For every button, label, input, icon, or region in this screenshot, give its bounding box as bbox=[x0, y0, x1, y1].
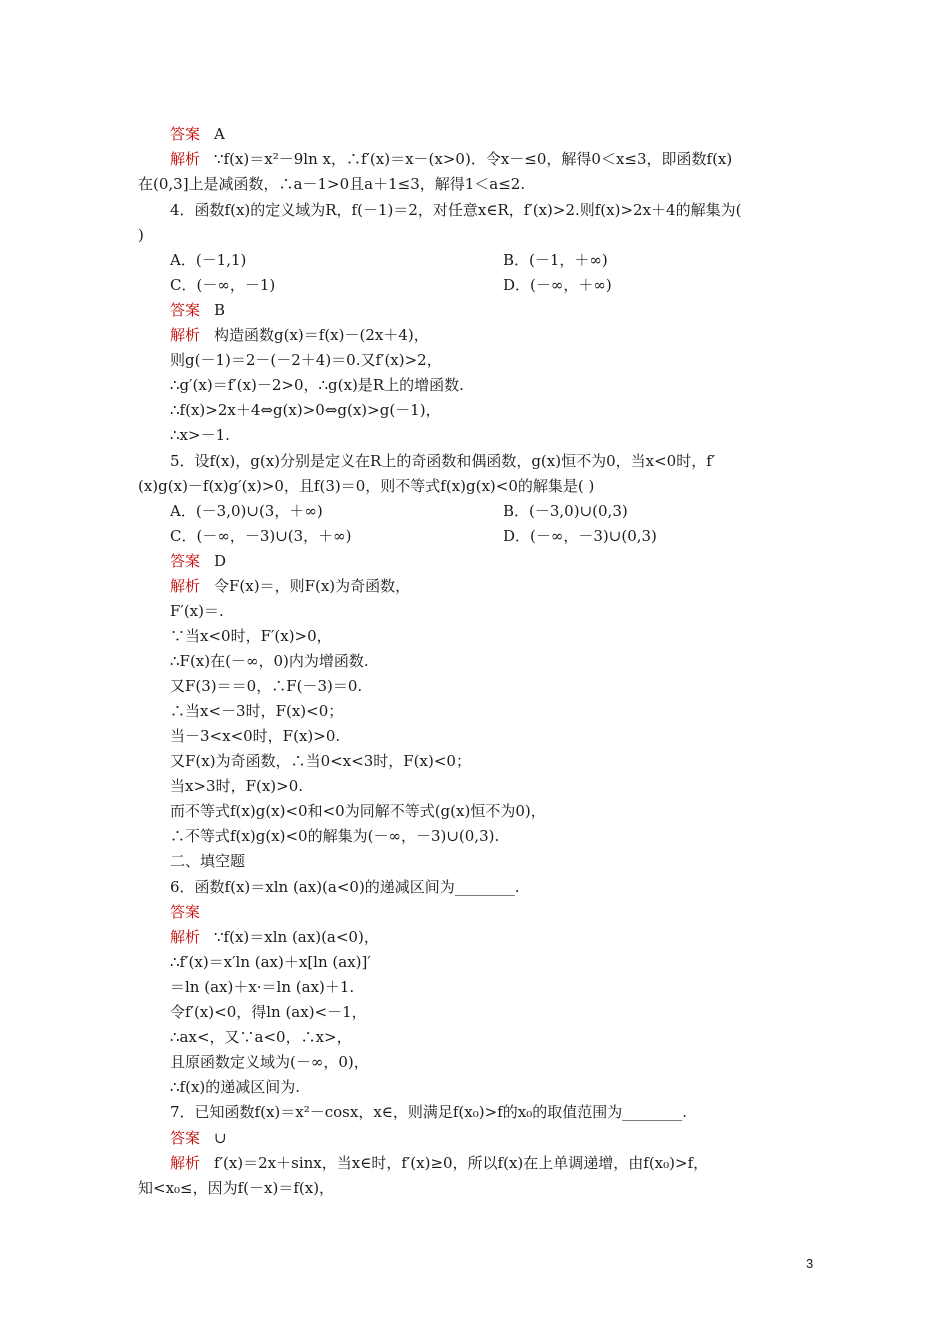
text-line bbox=[170, 325, 429, 345]
line-text: 4．函数f(x)的定义域为R，f(－1)＝2，对任意x∈R，f′(x)>2.则f(x)>2x＋4的解集为( bbox=[170, 201, 742, 219]
line-text: ∪ bbox=[214, 1129, 227, 1147]
text-line bbox=[170, 977, 354, 997]
text-line bbox=[170, 701, 343, 721]
line-text: ∴F(x)在(－∞，0)内为增函数. bbox=[170, 652, 369, 670]
line-text: ∵f(x)＝x²－9ln x，∴f′(x)＝x－(x>0)．令x－≤0，解得0＜x≤3，即函数f(x) bbox=[214, 150, 733, 168]
line-text: ∴f(x)的递减区间为. bbox=[170, 1078, 301, 1096]
line-text: 令F(x)＝，则F(x)为奇函数， bbox=[214, 577, 411, 595]
text-line bbox=[170, 751, 471, 771]
line-text: 6．函数f(x)＝xln (ax)(a<0)的递减区间为________. bbox=[170, 878, 520, 896]
line-text: ∴f(x)>2x＋4⇔g(x)>0⇔g(x)>g(－1)， bbox=[170, 401, 441, 419]
text-line bbox=[170, 576, 410, 596]
text-line bbox=[170, 826, 499, 846]
line-text: 又F(x)为奇函数，∴当0<x<3时，F(x)<0； bbox=[170, 752, 471, 770]
text-line bbox=[170, 400, 441, 420]
line-text: ) bbox=[138, 226, 144, 244]
label-tag: 解析 bbox=[170, 326, 201, 344]
line-text: ∴x>－1. bbox=[170, 426, 230, 444]
text-line bbox=[170, 275, 275, 295]
text-line bbox=[138, 476, 594, 496]
label-tag: 答案 bbox=[170, 125, 201, 143]
text-line bbox=[170, 927, 379, 947]
text-line bbox=[170, 801, 546, 821]
line-text: ∴f′(x)＝x′ln (ax)＋x[ln (ax)]′ bbox=[170, 953, 371, 971]
text-line bbox=[170, 601, 224, 621]
text-line bbox=[170, 451, 715, 471]
line-text: ∵f(x)＝xln (ax)(a<0)， bbox=[214, 928, 379, 946]
text-line bbox=[170, 626, 332, 646]
line-text: F′(x)＝. bbox=[170, 602, 224, 620]
text-line bbox=[170, 1128, 227, 1148]
text-line bbox=[170, 1002, 367, 1022]
line-text: 而不等式f(x)g(x)<0和<0为同解不等式(g(x)恒不为0)， bbox=[170, 802, 546, 820]
line-text: A．(－3,0)∪(3，＋∞) bbox=[170, 502, 323, 520]
text-line bbox=[170, 526, 352, 546]
line-text: 7．已知函数f(x)＝x²－cosx，x∈，则满足f(x₀)>f的x₀的取值范围为________. bbox=[170, 1103, 687, 1121]
line-text: 二、填空题 bbox=[170, 852, 246, 870]
text-line bbox=[170, 425, 230, 445]
text-line bbox=[170, 952, 371, 972]
text-line bbox=[170, 1052, 369, 1072]
line-text: D bbox=[214, 552, 227, 570]
line-text: B bbox=[214, 301, 226, 319]
line-text: 5．设f(x)，g(x)分别是定义在R上的奇函数和偶函数，g(x)恒不为0，当x<0时，f′ bbox=[170, 452, 716, 470]
text-line bbox=[170, 902, 214, 922]
text-line bbox=[170, 350, 442, 370]
text-line bbox=[170, 1102, 687, 1122]
text-line bbox=[170, 776, 303, 796]
line-text: C．(－∞，－3)∪(3，＋∞) bbox=[170, 527, 352, 545]
text-line bbox=[170, 1153, 708, 1173]
line-text: 则g(－1)＝2－(－2＋4)＝0.又f′(x)>2， bbox=[170, 351, 442, 369]
label-tag: 解析 bbox=[170, 150, 201, 168]
text-line bbox=[170, 651, 369, 671]
text-line bbox=[170, 250, 246, 270]
text-line bbox=[138, 1178, 334, 1198]
line-text: ∵当x<0时，F′(x)>0， bbox=[170, 627, 332, 645]
text-line bbox=[170, 200, 741, 220]
text-line bbox=[170, 124, 225, 144]
label-tag: 答案 bbox=[170, 903, 201, 921]
text-line bbox=[170, 551, 226, 571]
line-text: 令f′(x)<0，得ln (ax)<－1， bbox=[170, 1003, 367, 1021]
line-text: ∴不等式f(x)g(x)<0的解集为(－∞，－3)∪(0,3). bbox=[170, 827, 500, 845]
line-text: 知<x₀≤，因为f(－x)＝f(x)， bbox=[138, 1179, 335, 1197]
text-line bbox=[138, 225, 144, 245]
label-tag: 答案 bbox=[170, 1129, 201, 1147]
line-text: 且原函数定义域为(－∞，0)， bbox=[170, 1053, 369, 1071]
line-text: ∴ax<，又∵a<0，∴x>， bbox=[170, 1028, 352, 1046]
line-text: 当x>3时，F(x)>0. bbox=[170, 777, 304, 795]
line-text: 构造函数g(x)＝f(x)－(2x＋4)， bbox=[214, 326, 429, 344]
line-text: 在(0,3]上是减函数，∴a－1>0且a＋1≤3，解得1＜a≤2. bbox=[138, 175, 526, 193]
text-line bbox=[170, 851, 245, 871]
choice-option: B．(－3,0)∪(0,3) bbox=[503, 502, 628, 520]
text-line bbox=[170, 877, 520, 897]
line-text: ＝ln (ax)＋x·＝ln (ax)＋1. bbox=[170, 978, 355, 996]
text-line bbox=[170, 726, 340, 746]
label-tag: 答案 bbox=[170, 552, 201, 570]
line-text: 当－3<x<0时，F(x)>0. bbox=[170, 727, 341, 745]
label-tag: 解析 bbox=[170, 577, 201, 595]
text-line bbox=[170, 676, 362, 696]
page-number: 3 bbox=[806, 1256, 814, 1271]
label-tag: 解析 bbox=[170, 928, 201, 946]
text-line bbox=[170, 501, 323, 521]
text-line bbox=[170, 1027, 352, 1047]
label-tag: 答案 bbox=[170, 301, 201, 319]
text-line bbox=[170, 300, 225, 320]
line-text: ∴当x<－3时，F(x)<0； bbox=[170, 702, 344, 720]
label-tag: 解析 bbox=[170, 1154, 201, 1172]
choice-option: D．(－∞，－3)∪(0,3) bbox=[503, 527, 657, 545]
line-text: ∴g′(x)＝f′(x)－2>0，∴g(x)是R上的增函数. bbox=[170, 376, 464, 394]
line-text: 又F(3)＝＝0，∴F(－3)＝0. bbox=[170, 677, 363, 695]
line-text: (x)g(x)－f(x)g′(x)>0，且f(3)＝0，则不等式f(x)g(x)<0的解集是( ) bbox=[138, 477, 595, 495]
text-line bbox=[170, 1077, 300, 1097]
choice-option: B．(－1，＋∞) bbox=[503, 251, 608, 269]
choice-option: D．(－∞，＋∞) bbox=[503, 276, 612, 294]
line-text: A bbox=[214, 125, 225, 143]
text-line bbox=[170, 149, 732, 169]
text-line bbox=[138, 174, 525, 194]
line-text: A．(－1,1) bbox=[170, 251, 247, 269]
line-text: f′(x)＝2x＋sinx，当x∈时，f′(x)≥0，所以f(x)在上单调递增，由f(x₀)>f， bbox=[214, 1154, 709, 1172]
text-line bbox=[170, 375, 464, 395]
line-text: C．(－∞，－1) bbox=[170, 276, 276, 294]
